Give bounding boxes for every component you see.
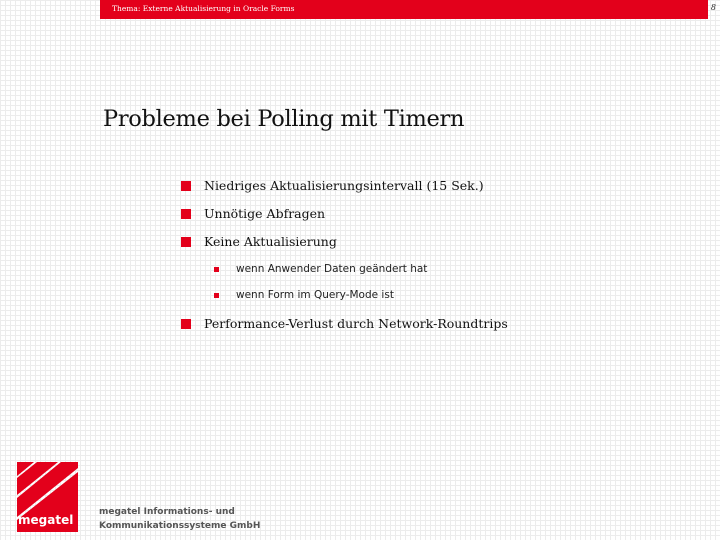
company-line: megatel Informations- und [99, 507, 235, 517]
square-bullet-icon [181, 209, 191, 219]
bullet-text: Keine Aktualisierung [204, 234, 337, 249]
company-name [99, 505, 260, 533]
company-line: Kommunikationssysteme GmbH [99, 521, 261, 531]
sub-bullet-text: wenn Form im Query-Mode ist [236, 289, 394, 301]
small-square-bullet-icon [214, 293, 219, 298]
bullet-text: Niedriges Aktualisierungsintervall (15 Sek.) [204, 178, 484, 193]
header-bar [100, 0, 708, 19]
logo-wordmark: megatel [18, 513, 74, 527]
square-bullet-icon [181, 181, 191, 191]
sub-bullet-text: wenn Anwender Daten geändert hat [236, 263, 428, 275]
bullet-text: Performance-Verlust durch Network-Roundtrips [204, 316, 508, 331]
square-bullet-icon [181, 319, 191, 329]
page-number: 8 [710, 3, 716, 12]
slide-title: Probleme bei Polling mit Timern [103, 106, 465, 132]
small-square-bullet-icon [214, 267, 219, 272]
bullet-text: Unnötige Abfragen [204, 206, 326, 221]
square-bullet-icon [181, 237, 191, 247]
header-topic: Thema: Externe Aktualisierung in Oracle Forms [112, 4, 295, 13]
